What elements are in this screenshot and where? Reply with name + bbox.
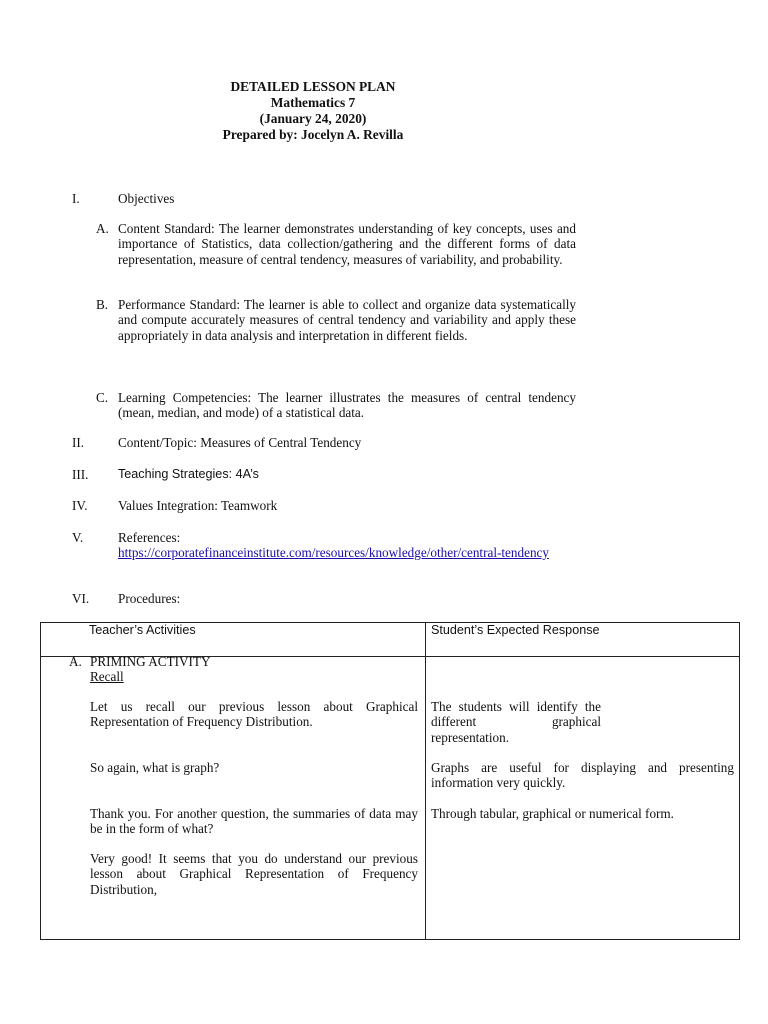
activity-letter: A.: [69, 654, 82, 669]
teacher-line: Let us recall our previous lesson about Graphical Representation of Frequency Distribution.: [90, 699, 418, 730]
section-procedures: Procedures:: [118, 591, 181, 606]
teacher-line: Thank you. For another question, the summaries of data may be in the form of what?: [90, 806, 418, 837]
content-standard: Content Standard: The learner demonstrates understanding of key concepts, uses and importance of Statistics, data collection/gathering and the different forms of data representation, measure of central tendency, measures of variability, and probability.: [118, 221, 576, 267]
document-title: DETAILED LESSON PLAN: [230, 79, 396, 94]
subject-title: Mathematics 7: [270, 95, 356, 110]
table-column-divider: [425, 623, 426, 939]
student-response: Graphs are useful for displaying and presenting information very quickly.: [431, 760, 734, 791]
section-number: IV.: [72, 498, 88, 513]
objective-letter: B.: [96, 297, 109, 312]
student-response: The students will identify the different graphical representation.: [431, 699, 601, 745]
teacher-line: Very good! It seems that you do understand our previous lesson about Graphical Representation of Frequency Distribution,: [90, 851, 418, 897]
section-number: II.: [72, 435, 85, 450]
activity-subtitle: Recall: [90, 669, 124, 684]
section-number: III.: [72, 467, 89, 482]
performance-standard: Performance Standard: The learner is able to collect and organize data systematically and compute accurately measures of central tendency and variability and apply these appropriately in data analysis and interpretation in different fields.: [118, 297, 576, 343]
prepared-by: Prepared by: Jocelyn A. Revilla: [222, 127, 404, 142]
procedures-table: [40, 622, 740, 940]
reference-link[interactable]: https://corporatefinanceinstitute.com/resources/knowledge/other/central-tendency: [118, 545, 549, 560]
section-values-integration: Values Integration: Teamwork: [118, 498, 278, 513]
teacher-line: So again, what is graph?: [90, 760, 220, 775]
section-teaching-strategies: Teaching Strategies: 4A’s: [118, 467, 259, 481]
section-objectives: Objectives: [118, 191, 175, 206]
objective-letter: A.: [96, 221, 109, 236]
header-student-response: Student’s Expected Response: [431, 623, 600, 637]
section-number: V.: [72, 530, 84, 545]
lesson-date: (January 24, 2020): [259, 111, 367, 126]
section-number: I.: [72, 191, 80, 206]
objective-letter: C.: [96, 390, 109, 405]
section-content-topic: Content/Topic: Measures of Central Tendency: [118, 435, 362, 450]
header-teacher-activities: Teacher’s Activities: [89, 623, 196, 637]
section-references: References:: [118, 530, 181, 545]
section-number: VI.: [72, 591, 90, 606]
student-response: Through tabular, graphical or numerical form.: [431, 806, 674, 821]
learning-competencies: Learning Competencies: The learner illustrates the measures of central tendency (mean, median, and mode) of a statistical data.: [118, 390, 576, 421]
activity-title: PRIMING ACTIVITY: [90, 654, 211, 669]
